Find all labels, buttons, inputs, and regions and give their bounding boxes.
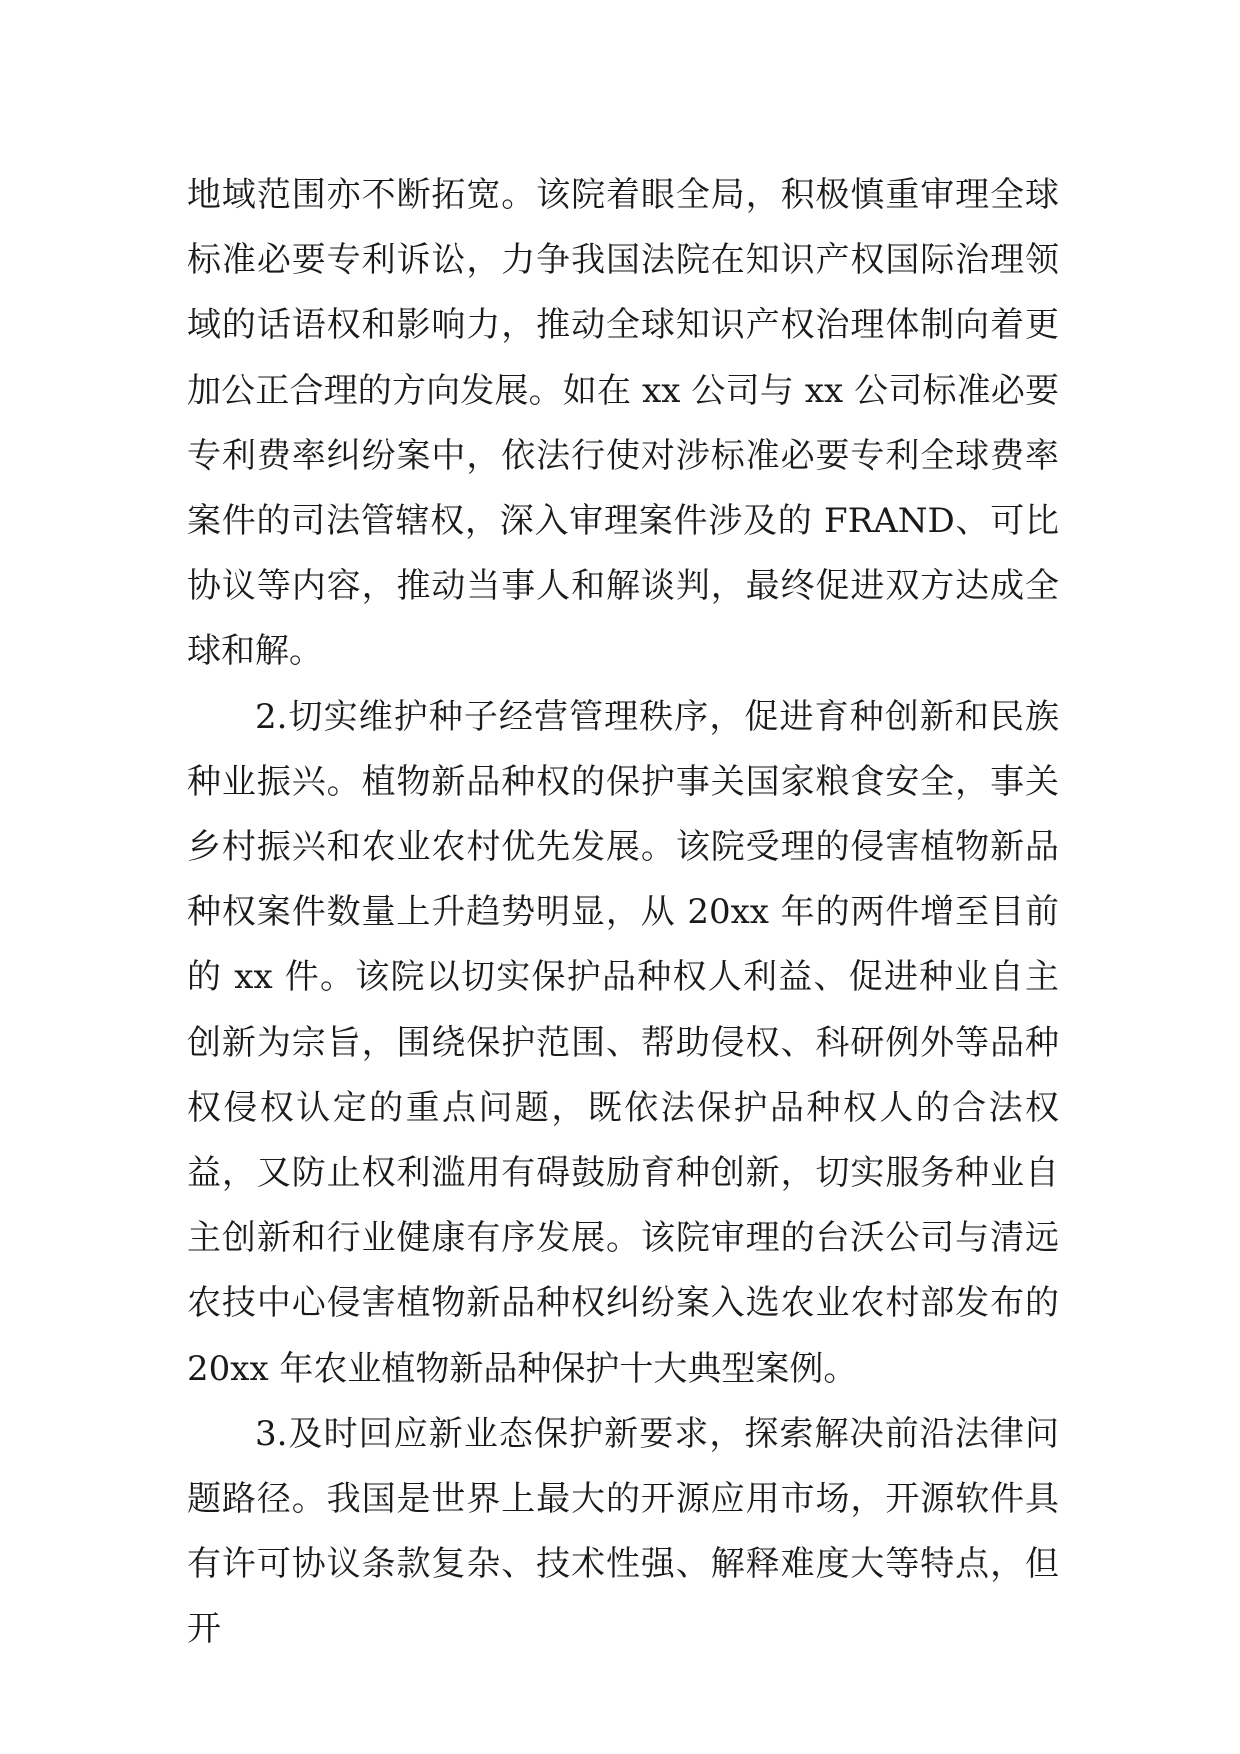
paragraph-item-2: 2.切实维护种子经营管理秩序，促进育种创新和民族种业振兴。植物新品种权的保护事关国家粮食安全，事关乡村振兴和农业农村优先发展。该院受理的侵害植物新品种权案件数量上升趋势明显，从 20xx 年的两件增至目前的 xx 件。该院以切实保护品种权人利益、促进种业自主创新为宗旨，围绕保护范围、帮助侵权、科研例外等品种权侵权认定的重点问题，既依法保护品种权人的合法权益，又防止权利滥用有碍鼓励育种创新，切实服务种业自主创新和行业健康有序发展。该院审理的台沃公司与清远农技中心侵害植物新品种权纠纷案入选农业农村部发布的 20xx 年农业植物新品种保护十大典型案例。 [187,696,1059,1389]
body-text [187,163,1059,1663]
paragraph-item-3: 3.及时回应新业态保护新要求，探索解决前沿法律问题路径。我国是世界上最大的开源应用市场，开源软件具有许可协议条款复杂、技术性强、解释难度大等特点，但开 [187,1413,1059,1650]
paragraph-continuation: 地域范围亦不断拓宽。该院着眼全局，积极慎重审理全球标准必要专利诉讼，力争我国法院在知识产权国际治理领域的话语权和影响力，推动全球知识产权治理体制向着更加公正合理的方向发展。如在 xx 公司与 xx 公司标准必要专利费率纠纷案中，依法行使对涉标准必要专利全球费率案件的司法管辖权，深入审理案件涉及的 FRAND、可比协议等内容，推动当事人和解谈判，最终促进双方达成全球和解。 [187,175,1059,672]
